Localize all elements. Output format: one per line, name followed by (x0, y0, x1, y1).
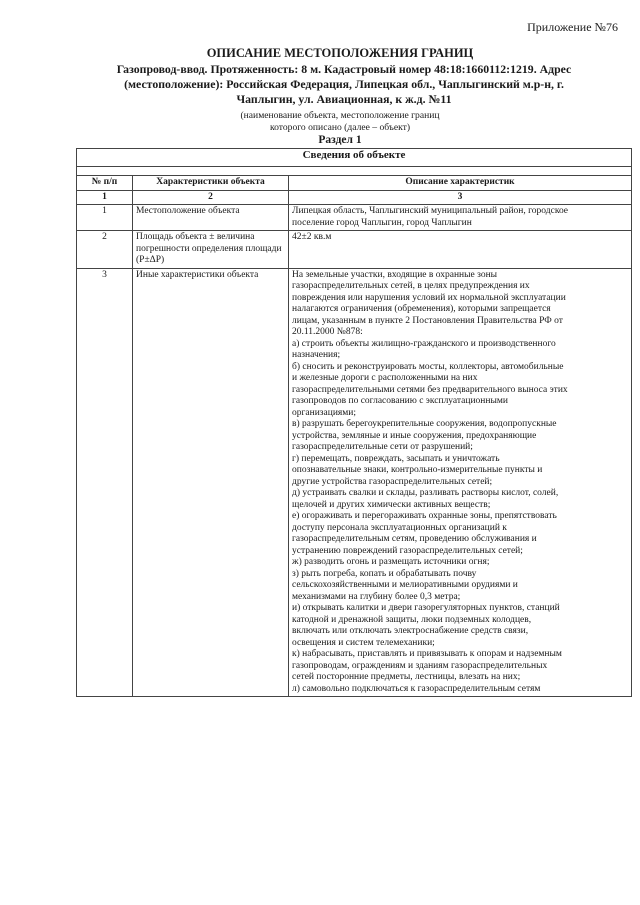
description-line: газораспределительные сети от разрушений; (292, 442, 473, 452)
object-caption (200, 110, 480, 134)
description-line: щелочей и других химически активных веществ; (292, 499, 491, 510)
caption-line: которого описано (далее – объект) (269, 122, 411, 133)
column-number: 1 (77, 190, 133, 205)
table-row (77, 231, 632, 269)
row-characteristic: Местоположение объекта (133, 205, 289, 231)
description-line: газораспределительными сетями без предварительного выноса этих (292, 384, 568, 395)
document-subtitle (74, 62, 614, 107)
appendix-label: Приложение №76 (527, 20, 618, 34)
description-line: е) огораживать и перегораживать охранные зоны, препятствовать (292, 511, 557, 521)
subtitle-line: Чаплыгин, ул. Авиационная, к ж.д. №11 (236, 92, 452, 106)
description-line: г) перемещать, повреждать, засыпать и уничтожать (292, 453, 500, 464)
description-line: газораспределительным сетям, проведению обслуживания и (292, 534, 537, 544)
row-number: 3 (77, 268, 133, 697)
description-line: повреждения или нарушения условий их нормальной эксплуатации (292, 292, 566, 303)
column-header-characteristic: Характеристики объекта (133, 176, 289, 191)
description-line: л) самовольно подключаться к газораспределительным сетям (292, 683, 541, 694)
column-number: 3 (289, 190, 632, 205)
description-line: газопроводам, ограждениям и зданиям газораспределительных (292, 660, 548, 671)
description-line: сетей посторонние предметы, лестницы, влезать на них; (292, 672, 521, 682)
description-line: Липецкая область, Чаплыгинский муниципальный район, городское (292, 206, 569, 216)
table-spacer (77, 167, 632, 176)
description-line: устранению повреждений газораспределительных сетей; (292, 545, 523, 556)
row-description (289, 268, 632, 697)
description-line: 20.11.2000 №878: (292, 327, 363, 337)
section-title: Раздел 1 (318, 134, 362, 146)
description-line: доступу персонала эксплуатационных организаций к (292, 522, 507, 533)
description-line: механизмами на глубину более 0,3 метра; (292, 591, 461, 602)
row-characteristic: Площадь объекта ± величина погрешности определения площади (P±ΔP) (133, 231, 289, 269)
description-line: освещения и систем телемеханики; (292, 637, 435, 648)
table-row (77, 205, 632, 231)
object-info-table (76, 148, 632, 697)
description-line: к) набрасывать, приставлять и привязывать к опорам и надземным (292, 649, 562, 659)
description-line: опознавательные знаки, контрольно-измерительные пункты и (292, 465, 543, 475)
description-line: газопроводов по согласованию с эксплуатационными (292, 396, 508, 406)
description-line: газораспределительных сетей, в целях предупреждения их (292, 281, 530, 291)
description-line: б) сносить и реконструировать мосты, коллекторы, автомобильные (292, 361, 564, 372)
row-description (289, 205, 632, 231)
caption-line: (наименование объекта, местоположение границ (240, 110, 440, 121)
row-characteristic: Иные характеристики объекта (133, 268, 289, 697)
description-line: другие устройства газораспределительных сетей; (292, 476, 493, 487)
subtitle-line: (местоположение): Российская Федерация, Липецкая обл., Чаплыгинский м.р-н, г. (124, 77, 564, 91)
description-line: и железные дороги с расположенными на них (292, 373, 478, 383)
description-line: поселение город Чаплыгин, город Чаплыгин (292, 217, 472, 228)
description-line: включать или отключать электроснабжение средств связи, (292, 626, 529, 636)
row-description (289, 231, 632, 269)
description-line: лицам, указанным в пункте 2 Постановления Правительства РФ от (292, 315, 563, 326)
description-line: устройства, земляные и иные сооружения, предохраняющие (292, 430, 537, 441)
description-line: На земельные участки, входящие в охранные зоны (292, 269, 498, 280)
subtitle-line: Газопровод-ввод. Протяженность: 8 м. Кадастровый номер 48:18:1660112:1219. Адрес (116, 62, 572, 76)
row-number: 2 (77, 231, 133, 269)
table-header: Сведения об объекте (77, 149, 632, 167)
description-line: налагаются ограничения (обременения), которыми запрещается (292, 304, 551, 314)
description-line: д) устраивать свалки и склады, разливать растворы кислот, солей, (292, 488, 559, 498)
description-line: ж) разводить огонь и размещать источники огня; (292, 557, 490, 567)
description-line: организациями; (292, 407, 357, 418)
description-line: в) разрушать берегоукрепительные сооружения, водопропускные (292, 419, 557, 429)
row-number: 1 (77, 205, 133, 231)
column-header-description: Описание характеристик (289, 176, 632, 191)
description-line: катодной и дренажной защиты, люки подземных колодцев, (292, 614, 532, 625)
description-line: а) строить объекты жилищно-гражданского и производственного (292, 338, 556, 349)
description-line: 42±2 кв.м (292, 232, 332, 242)
description-line: и) открывать калитки и двери газорегуляторных пунктов, станций (292, 603, 560, 613)
description-line: сельскохозяйственными и мелиоративными орудиями и (292, 580, 518, 590)
column-header-number: № п/п (77, 176, 133, 191)
description-line: назначения; (292, 350, 341, 360)
description-line: з) рыть погреба, копать и обрабатывать почву (292, 568, 477, 579)
document-title: ОПИСАНИЕ МЕСТОПОЛОЖЕНИЯ ГРАНИЦ (206, 46, 474, 60)
table-row (77, 268, 632, 697)
column-number: 2 (133, 190, 289, 205)
